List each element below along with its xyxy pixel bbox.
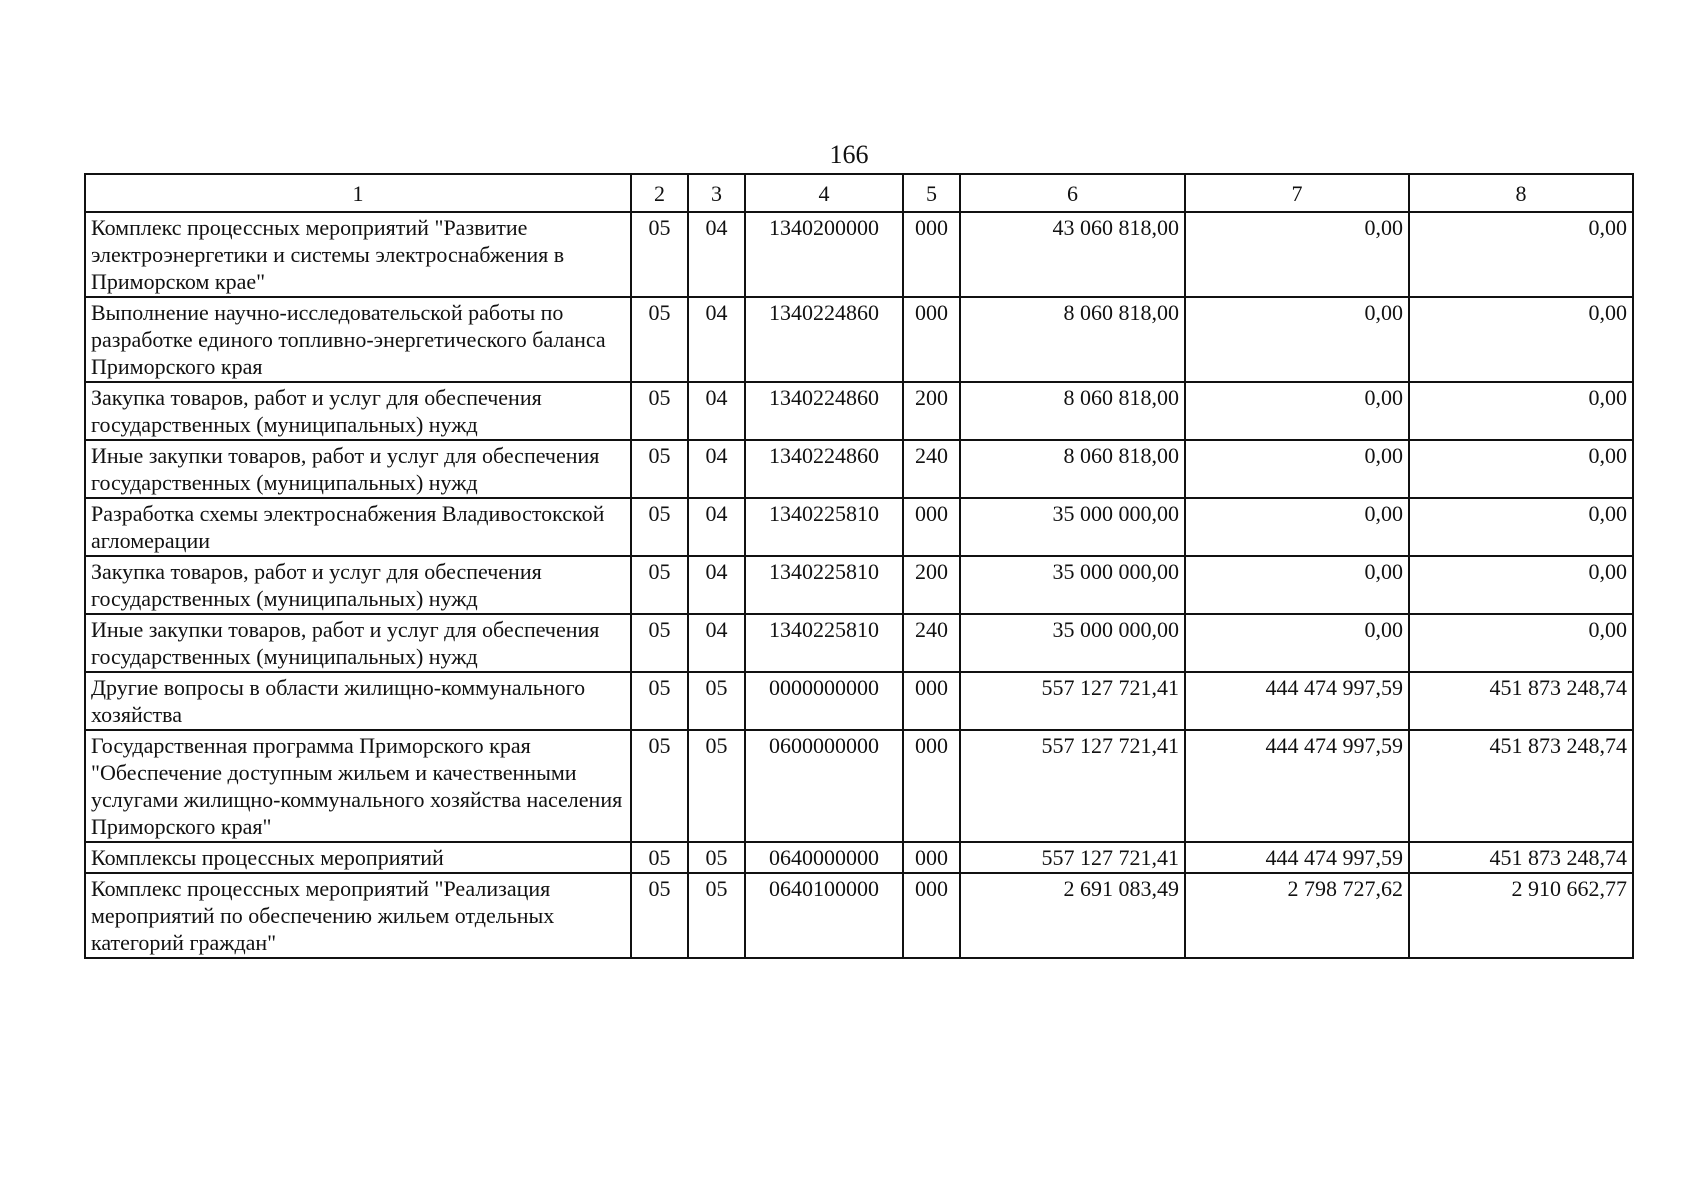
amount-col-7: 444 474 997,59 bbox=[1185, 672, 1409, 730]
section-code: 05 bbox=[631, 556, 688, 614]
column-header: 1 bbox=[85, 174, 631, 212]
column-header: 5 bbox=[903, 174, 960, 212]
amount-col-8: 0,00 bbox=[1409, 614, 1633, 672]
subsection-code: 05 bbox=[688, 842, 745, 873]
amount-col-7: 2 798 727,62 bbox=[1185, 873, 1409, 958]
row-name: Комплекс процессных мероприятий "Развитие электроэнергетики и системы электроснабжения в Приморском крае" bbox=[85, 212, 631, 297]
expense-type-code: 000 bbox=[903, 730, 960, 842]
subsection-code: 04 bbox=[688, 440, 745, 498]
amount-col-7: 0,00 bbox=[1185, 382, 1409, 440]
section-code: 05 bbox=[631, 873, 688, 958]
target-article-code: 0640000000 bbox=[745, 842, 903, 873]
row-name: Другие вопросы в области жилищно-коммунального хозяйства bbox=[85, 672, 631, 730]
expense-type-code: 000 bbox=[903, 873, 960, 958]
subsection-code: 05 bbox=[688, 873, 745, 958]
table-row bbox=[85, 498, 1633, 556]
expense-type-code: 000 bbox=[903, 297, 960, 382]
column-header: 3 bbox=[688, 174, 745, 212]
amount-col-7: 444 474 997,59 bbox=[1185, 842, 1409, 873]
table-row bbox=[85, 297, 1633, 382]
target-article-code: 1340225810 bbox=[745, 614, 903, 672]
amount-col-7: 0,00 bbox=[1185, 556, 1409, 614]
amount-col-6: 8 060 818,00 bbox=[960, 297, 1185, 382]
amount-col-8: 2 910 662,77 bbox=[1409, 873, 1633, 958]
table-row bbox=[85, 873, 1633, 958]
row-name: Государственная программа Приморского края "Обеспечение доступным жильем и качественными услугами жилищно-коммунального хозяйства населения Приморского края" bbox=[85, 730, 631, 842]
amount-col-8: 451 873 248,74 bbox=[1409, 730, 1633, 842]
section-code: 05 bbox=[631, 498, 688, 556]
expense-type-code: 000 bbox=[903, 498, 960, 556]
amount-col-8: 0,00 bbox=[1409, 440, 1633, 498]
amount-col-6: 35 000 000,00 bbox=[960, 498, 1185, 556]
expense-type-code: 000 bbox=[903, 212, 960, 297]
amount-col-6: 35 000 000,00 bbox=[960, 556, 1185, 614]
section-code: 05 bbox=[631, 672, 688, 730]
amount-col-8: 0,00 bbox=[1409, 297, 1633, 382]
amount-col-8: 0,00 bbox=[1409, 498, 1633, 556]
amount-col-8: 0,00 bbox=[1409, 212, 1633, 297]
row-name: Закупка товаров, работ и услуг для обеспечения государственных (муниципальных) нужд bbox=[85, 556, 631, 614]
expense-type-code: 200 bbox=[903, 556, 960, 614]
target-article-code: 1340224860 bbox=[745, 297, 903, 382]
column-header: 4 bbox=[745, 174, 903, 212]
row-name: Разработка схемы электроснабжения Владивостокской агломерации bbox=[85, 498, 631, 556]
expense-type-code: 240 bbox=[903, 440, 960, 498]
row-name: Иные закупки товаров, работ и услуг для обеспечения государственных (муниципальных) нужд bbox=[85, 614, 631, 672]
target-article-code: 0640100000 bbox=[745, 873, 903, 958]
amount-col-6: 557 127 721,41 bbox=[960, 842, 1185, 873]
section-code: 05 bbox=[631, 614, 688, 672]
section-code: 05 bbox=[631, 297, 688, 382]
amount-col-7: 444 474 997,59 bbox=[1185, 730, 1409, 842]
row-name: Иные закупки товаров, работ и услуг для обеспечения государственных (муниципальных) нужд bbox=[85, 440, 631, 498]
column-header: 8 bbox=[1409, 174, 1633, 212]
section-code: 05 bbox=[631, 842, 688, 873]
page-number: 166 bbox=[829, 140, 869, 169]
amount-col-8: 451 873 248,74 bbox=[1409, 672, 1633, 730]
table-row bbox=[85, 212, 1633, 297]
header-row bbox=[85, 174, 1633, 212]
target-article-code: 1340225810 bbox=[745, 556, 903, 614]
subsection-code: 04 bbox=[688, 212, 745, 297]
target-article-code: 0600000000 bbox=[745, 730, 903, 842]
column-header: 7 bbox=[1185, 174, 1409, 212]
amount-col-8: 0,00 bbox=[1409, 556, 1633, 614]
amount-col-6: 43 060 818,00 bbox=[960, 212, 1185, 297]
expense-type-code: 000 bbox=[903, 842, 960, 873]
table-row bbox=[85, 614, 1633, 672]
subsection-code: 05 bbox=[688, 672, 745, 730]
subsection-code: 04 bbox=[688, 382, 745, 440]
target-article-code: 1340225810 bbox=[745, 498, 903, 556]
amount-col-6: 8 060 818,00 bbox=[960, 382, 1185, 440]
table-row bbox=[85, 672, 1633, 730]
expense-type-code: 240 bbox=[903, 614, 960, 672]
expense-type-code: 200 bbox=[903, 382, 960, 440]
target-article-code: 0000000000 bbox=[745, 672, 903, 730]
table-row bbox=[85, 842, 1633, 873]
amount-col-7: 0,00 bbox=[1185, 297, 1409, 382]
amount-col-6: 557 127 721,41 bbox=[960, 672, 1185, 730]
amount-col-7: 0,00 bbox=[1185, 440, 1409, 498]
row-name: Комплексы процессных мероприятий bbox=[85, 842, 631, 873]
table-row bbox=[85, 382, 1633, 440]
row-name: Комплекс процессных мероприятий "Реализация мероприятий по обеспечению жильем отдельных категорий граждан" bbox=[85, 873, 631, 958]
row-name: Выполнение научно-исследовательской работы по разработке единого топливно-энергетического баланса Приморского края bbox=[85, 297, 631, 382]
amount-col-7: 0,00 bbox=[1185, 498, 1409, 556]
amount-col-8: 0,00 bbox=[1409, 382, 1633, 440]
section-code: 05 bbox=[631, 212, 688, 297]
section-code: 05 bbox=[631, 382, 688, 440]
table-row bbox=[85, 440, 1633, 498]
target-article-code: 1340224860 bbox=[745, 382, 903, 440]
target-article-code: 1340224860 bbox=[745, 440, 903, 498]
subsection-code: 04 bbox=[688, 498, 745, 556]
subsection-code: 04 bbox=[688, 614, 745, 672]
budget-table bbox=[84, 173, 1634, 959]
table-row bbox=[85, 556, 1633, 614]
table-row bbox=[85, 730, 1633, 842]
amount-col-6: 35 000 000,00 bbox=[960, 614, 1185, 672]
amount-col-6: 2 691 083,49 bbox=[960, 873, 1185, 958]
subsection-code: 04 bbox=[688, 556, 745, 614]
section-code: 05 bbox=[631, 730, 688, 842]
amount-col-8: 451 873 248,74 bbox=[1409, 842, 1633, 873]
amount-col-6: 8 060 818,00 bbox=[960, 440, 1185, 498]
amount-col-6: 557 127 721,41 bbox=[960, 730, 1185, 842]
target-article-code: 1340200000 bbox=[745, 212, 903, 297]
column-header: 2 bbox=[631, 174, 688, 212]
subsection-code: 04 bbox=[688, 297, 745, 382]
row-name: Закупка товаров, работ и услуг для обеспечения государственных (муниципальных) нужд bbox=[85, 382, 631, 440]
subsection-code: 05 bbox=[688, 730, 745, 842]
section-code: 05 bbox=[631, 440, 688, 498]
amount-col-7: 0,00 bbox=[1185, 212, 1409, 297]
amount-col-7: 0,00 bbox=[1185, 614, 1409, 672]
expense-type-code: 000 bbox=[903, 672, 960, 730]
column-header: 6 bbox=[960, 174, 1185, 212]
